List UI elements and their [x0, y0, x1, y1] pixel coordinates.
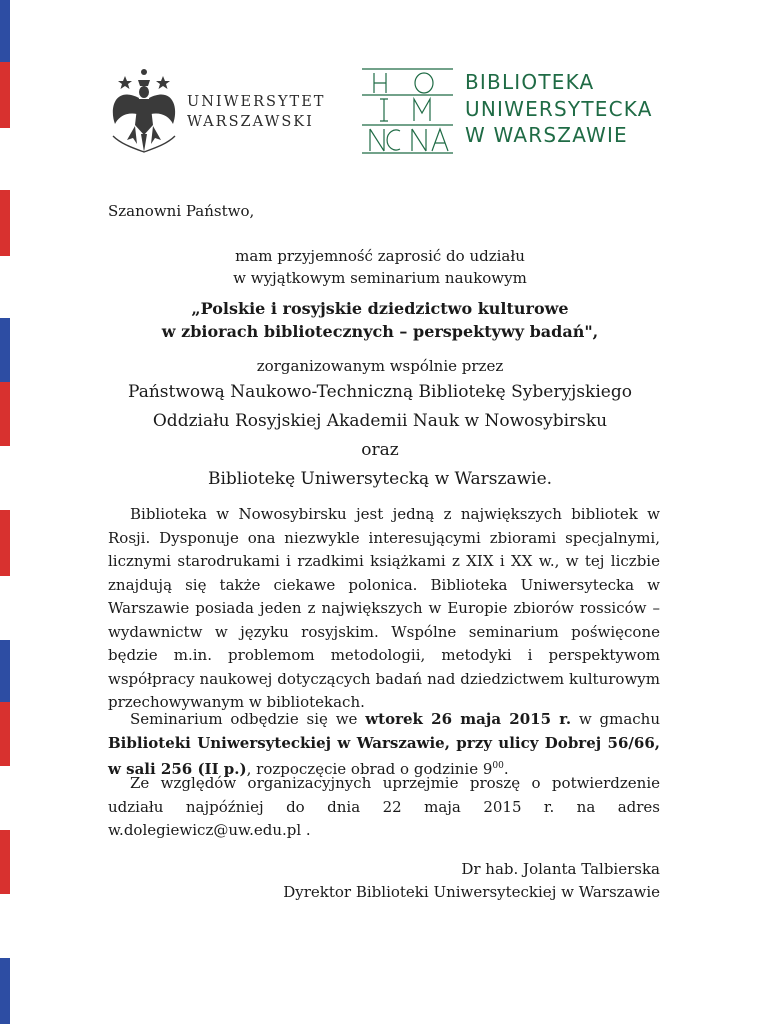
stripe-blue: [0, 958, 10, 1024]
greeting: Szanowni Państwo,: [108, 202, 255, 220]
seminar-intro: Seminarium odbędzie się we: [130, 710, 358, 728]
seminar-end: .: [503, 760, 509, 778]
signature-title: Dyrektor Biblioteki Uniwersyteckiej w Warszawie: [283, 883, 660, 901]
stripe-red: [0, 382, 10, 446]
buw-logo-line1: BIBLIOTEKA: [465, 70, 595, 94]
stripe-red: [0, 190, 10, 256]
buw-logo-line2: UNIWERSYTECKA: [465, 96, 653, 121]
seminar-venue-intro: w gmachu: [578, 710, 660, 728]
body-paragraph-2: [108, 708, 660, 782]
stripe-red: [0, 702, 10, 766]
seminar-title-line-2: w zbiorach bibliotecznych – perspektywy badań",: [161, 322, 599, 341]
conjunction-and: oraz: [361, 440, 399, 460]
stripe-red: [0, 830, 10, 894]
organizer-2: Bibliotekę Uniwersytecką w Warszawie.: [207, 469, 553, 489]
stripe-blue: [0, 0, 10, 62]
buw-logo: [360, 65, 680, 157]
seminar-start-minutes: 00: [492, 761, 504, 771]
seminar-start: , rozpoczęcie obrad o godzinie 9: [246, 760, 493, 778]
seminar-title-line-1: „Polskie i rosyjskie dziedzictwo kulturowe: [191, 299, 569, 318]
organizer-1-line-1: Państwową Naukowo-Techniczną Bibliotekę Syberyjskiego: [128, 382, 632, 402]
seminar-venue: Biblioteki Uniwersyteckiej w Warszawie, przy ulicy Dobrej 56/66, w sali 256 (II p.): [108, 733, 660, 778]
uw-logo: [105, 66, 335, 156]
eagle-emblem-icon: [105, 66, 183, 156]
stripe-red: [0, 62, 10, 128]
buw-logo-line3: W WARSZAWIE: [465, 123, 628, 147]
uw-logo-line1: UNIWERSYTET: [187, 94, 326, 110]
organizer-1-line-2: Oddziału Rosyjskiej Akademii Nauk w Nowosybirsku: [152, 411, 608, 431]
intro-line-2: w wyjątkowym seminarium naukowym: [233, 269, 527, 287]
intro-line-1: mam przyjemność zaprosić do udziału: [235, 247, 525, 265]
signature-name: Dr hab. Jolanta Talbierska: [461, 860, 660, 878]
body-paragraph-3: Ze względów organizacyjnych uprzejmie proszę o potwierdzenie udziału najpóźniej do dnia 22 maja 2015 r. na adres w.dolegiewicz@uw.edu.pl .: [108, 774, 660, 839]
organized-by: zorganizowanym wspólnie przez: [256, 357, 504, 375]
body-paragraph-1: Biblioteka w Nowosybirsku jest jedną z największych bibliotek w Rosji. Dysponuje ona niezwykle interesującymi zbiorami specjalnymi, licznymi starodrukami i rzadkimi książkami z XIX i XX w., w tej liczbie znajdują się także ciekawe polonica. Biblioteka Uniwersytecka w Warszawie posiada jeden z największych w Europie zbiorów rossiców – wydawnictw w języku rosyjskim. Wspólne seminarium poświęcone będzie m.in. problemom metodologii, metodyki i perspektywom współpracy naukowej dotyczących badań nad dziedzictwem kulturowym przechowywanym w bibliotekach.: [108, 505, 660, 711]
stripe-blue: [0, 640, 10, 702]
uw-logo-line2: WARSZAWSKI: [187, 114, 314, 130]
stripe-red: [0, 510, 10, 576]
stripe-blue: [0, 318, 10, 382]
uw-logo-text: [187, 92, 325, 132]
buw-monogram-icon: [360, 65, 455, 157]
buw-logo-text: [465, 69, 653, 149]
seminar-date: wtorek 26 maja 2015 r.: [365, 710, 572, 728]
